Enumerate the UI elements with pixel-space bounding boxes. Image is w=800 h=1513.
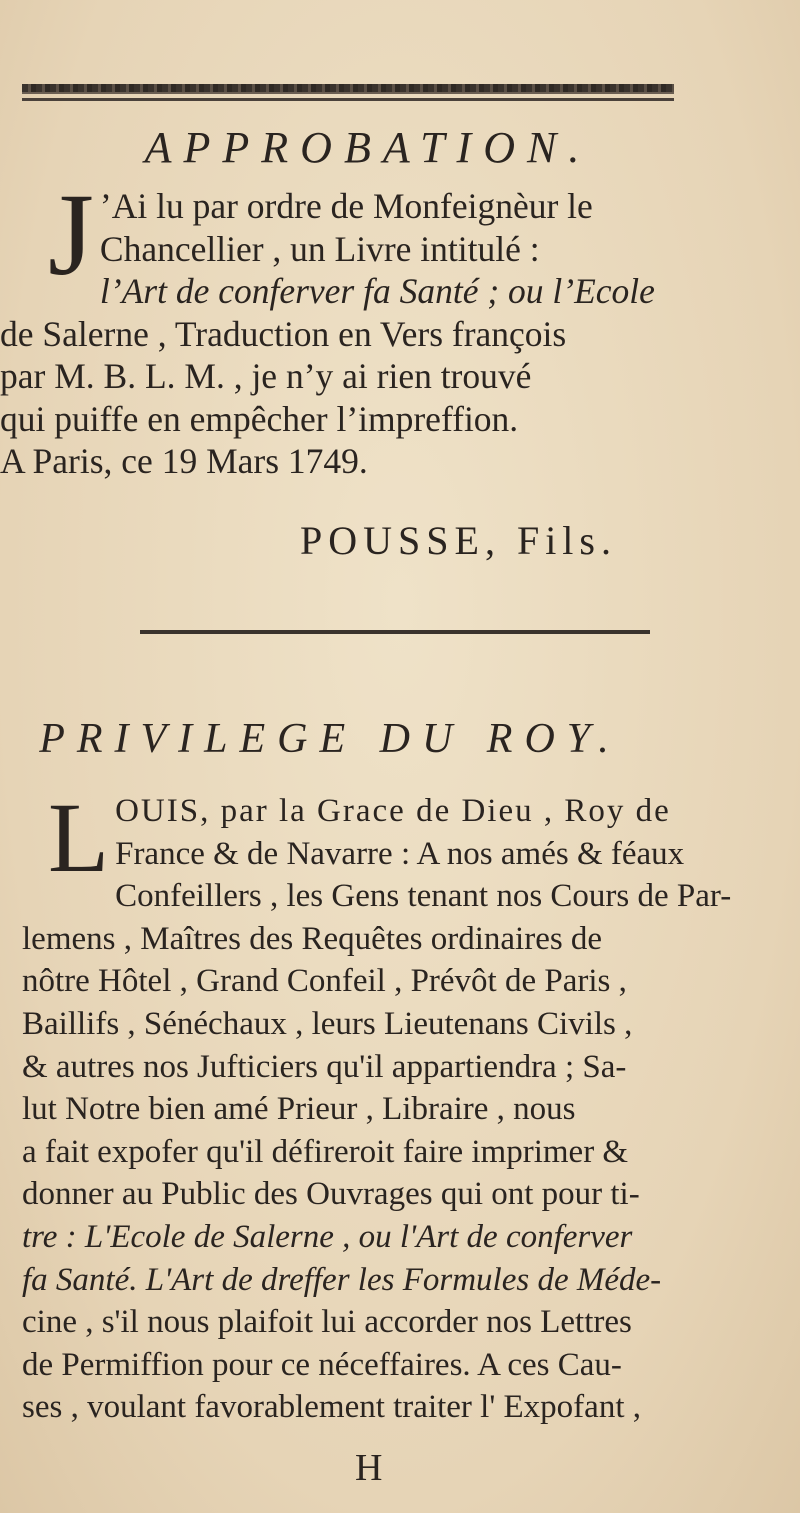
privilege-paragraph	[22, 782, 777, 1429]
approbation-line: l’Art de conferver fa Santé ; ou l’Ecole	[99, 271, 655, 311]
top-rule-underline	[22, 98, 674, 101]
catchword: H	[355, 1447, 383, 1489]
privilege-heading: PRIVILEGE DU ROY.	[39, 716, 621, 762]
top-ornamental-rule	[22, 84, 674, 94]
privilege-line: OUIS, par la Grace de Dieu , Roy de	[115, 793, 671, 829]
approbation-signature: POUSSE, Fils.	[300, 518, 617, 563]
privilege-line: Confeillers , les Gens tenant nos Cours de Par-	[115, 878, 732, 915]
approbation-line: qui puiffe en empêcher l’impreffion.	[0, 398, 519, 439]
privilege-line: de Permiffion pour ce néceffaires. A ces Cau-	[22, 1346, 622, 1383]
privilege-line: lut Notre bien amé Prieur , Libraire , nous	[22, 1091, 576, 1128]
privilege-line: lemens , Maîtres des Requêtes ordinaires de	[22, 920, 603, 957]
approbation-line: de Salerne , Traduction en Vers françois	[0, 313, 567, 354]
privilege-line: tre : L'Ecole de Salerne , ou l'Art de conferver	[22, 1218, 633, 1255]
privilege-dropcap: L	[48, 782, 110, 893]
privilege-line: nôtre Hôtel , Grand Confeil , Prévôt de Paris ,	[22, 963, 627, 1000]
approbation-line: par M. B. L. M. , je n’y ai rien trouvé	[0, 356, 532, 396]
privilege-line: a fait expofer qu'il défireroit faire imprimer &	[22, 1133, 629, 1170]
privilege-line: fa Santé. L'Art de dreffer les Formules de Méde-	[22, 1261, 662, 1298]
approbation-line: A Paris, ce 19 Mars 1749.	[0, 441, 368, 481]
privilege-line: Baillifs , Sénéchaux , leurs Lieutenans Civils ,	[22, 1005, 633, 1042]
approbation-paragraph	[0, 169, 777, 483]
section-divider-rule	[140, 630, 650, 634]
approbation-line: Chancellier , un Livre intitulé :	[99, 228, 540, 269]
privilege-line: ses , voulant favorablement traiter l' Expofant ,	[22, 1389, 641, 1426]
approbation-heading: APPROBATION.	[144, 123, 592, 172]
privilege-line: France & de Navarre : A nos amés & féaux	[115, 835, 685, 872]
privilege-line: & autres nos Jufticiers qu'il appartiendra ; Sa-	[22, 1048, 627, 1085]
approbation-dropcap: J	[48, 169, 94, 300]
privilege-line: cine , s'il nous plaifoit lui accorder nos Lettres	[22, 1304, 632, 1341]
privilege-line: donner au Public des Ouvrages qui ont pour ti-	[22, 1176, 640, 1213]
approbation-line: ’Ai lu par ordre de Monfeignèur le	[99, 186, 593, 226]
